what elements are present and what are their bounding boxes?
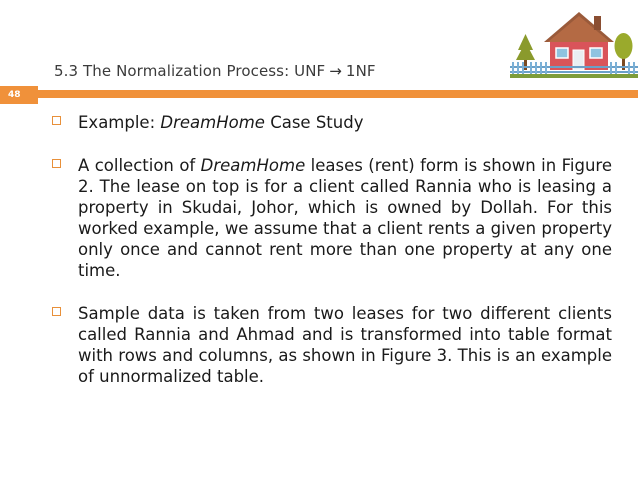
bullet-text: Case Study [264,113,364,132]
bullet-text: Sample data is taken from two leases for two different clients called Rannia and Ahmad and is transformed into table format with rows and columns, as shown in Figure 3. This is an example of unnormalized table. [78,304,612,386]
bullet-box-icon [52,116,61,125]
bullet-italic-text: DreamHome [200,156,306,175]
page-number-badge [0,86,38,104]
slide-title-suffix: 1NF [345,62,376,80]
page-number: 48 [8,90,21,100]
slide-content [52,112,612,387]
bullet-text: A collection of [78,156,201,175]
slide-title [54,62,376,80]
bullet-item [52,155,612,281]
bullet-italic-text: DreamHome [160,113,265,132]
slide-title-text: 5.3 The Normalization Process: UNF [54,62,326,80]
bullet-box-icon [52,159,61,168]
bullet-box-icon [52,307,61,316]
bullet-text: leases (rent) form is shown in Figure 2. The lease on top is for a client called Rannia who is leasing a property in Skudai, Johor, which is owned by Dollah. For this worked example, we assume that a client rents a given property only once and cannot rent more than one property at any one time. [78,156,613,280]
house-icon [510,6,638,78]
bullet-item [52,112,612,133]
bullet-item [52,303,612,387]
arrow-right-icon: → [329,62,342,80]
bullet-text: Example: [78,113,161,132]
title-divider-bar [38,90,638,98]
